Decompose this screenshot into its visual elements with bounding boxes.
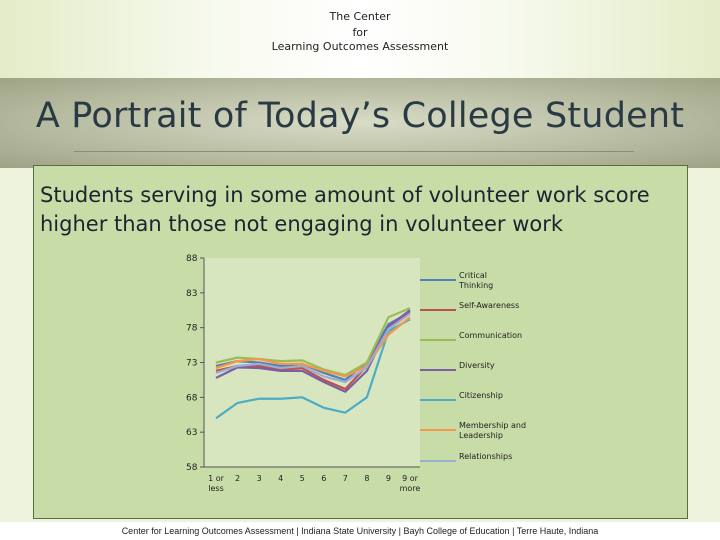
legend-label: Membership and Leadership (459, 421, 527, 440)
org-name-line-2: for (352, 26, 368, 39)
x-tick-label: 8 (364, 474, 370, 483)
x-tick-label: 2 (235, 474, 241, 483)
legend-label: Citizenship (459, 391, 503, 400)
legend-label: Critical Thinking (459, 271, 494, 290)
x-tick-label: 4 (278, 474, 284, 483)
org-name-line-3: Learning Outcomes Assessment (271, 40, 449, 53)
legend-label: Relationships (459, 452, 513, 461)
x-tick-label: 9 (385, 474, 391, 483)
y-tick-label: 68 (186, 393, 198, 404)
footer-text: Center for Learning Outcomes Assessment | Indiana State University | Bayh College of Education | Terre Haute, Indiana (0, 522, 720, 540)
legend-label: Communication (459, 331, 523, 340)
y-tick-label: 63 (186, 428, 198, 439)
x-tick-label: 6 (321, 474, 327, 483)
legend-label: Diversity (459, 361, 495, 370)
y-tick-label: 88 (186, 254, 198, 264)
y-tick-label: 83 (186, 288, 198, 299)
x-tick-label: 7 (342, 474, 348, 483)
slide-title: A Portrait of Today’s College Student (35, 96, 685, 136)
org-name-line-1: The Center (329, 10, 391, 23)
y-tick-label: 78 (186, 323, 198, 334)
x-tick-label: 9 or more (399, 474, 421, 493)
y-tick-label: 58 (186, 463, 198, 473)
y-tick-label: 73 (186, 358, 198, 369)
slide-subtitle: Students serving in some amount of volunteer work score higher than those not engaging in volunteer work (40, 183, 650, 236)
x-tick-label: 3 (256, 474, 262, 483)
legend-label: Self-Awareness (459, 301, 520, 310)
x-tick-label: 5 (299, 474, 305, 483)
x-tick-label: 1 or less (208, 474, 224, 493)
